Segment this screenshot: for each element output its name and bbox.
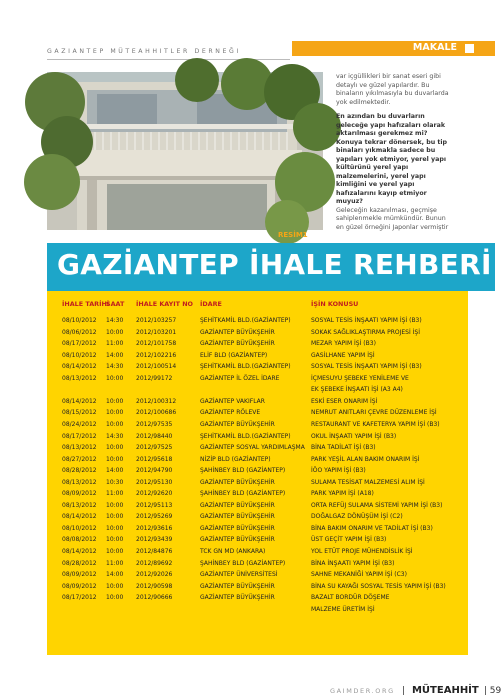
table-cell: BİNA BAKIM ONARIM VE TADİLAT İŞİ (B3) [311,524,433,532]
article-question: En azından bu duvarların geleceğe yapı hafızaları olarak aktarılması gerekmez mi? [336,113,446,137]
table-cell: 10:00 [106,513,124,521]
table-cell: 08/13/2012 [62,444,97,452]
table-cell: EK ŞEBEKE İNŞAATI İŞİ (A3 A4) [311,386,403,394]
table-cell: 2012/100312 [136,397,177,405]
footer-separator: | [401,686,405,696]
table-cell: 08/14/2012 [62,513,97,521]
table-row [0,571,495,582]
table-cell: 2012/98440 [136,432,173,440]
table-row [0,606,495,617]
table-cell: 11:00 [106,559,124,567]
table-cell: 08/14/2012 [62,363,97,371]
table-row [0,421,495,432]
table-cell: İÇMESUYU ŞEBEKE YENİLEME VE [311,374,409,382]
table-cell: GAZİANTEP BÜYÜKŞEHİR [200,536,275,544]
table-cell: GAZİANTEP BÜYÜKŞEHİR [200,524,275,532]
table-row [0,502,495,513]
table-cell: 08/09/2012 [62,571,97,579]
table-cell: 2012/102216 [136,351,177,359]
table-cell: 08/10/2012 [62,524,97,532]
association-header: GAZIANTEP MÜTEAHHITLER DERNEĞI [47,48,241,55]
table-row [0,479,495,490]
photo-caption: RESİM1 [278,231,308,239]
footer [330,678,501,697]
table-cell: 10:00 [106,594,124,602]
building-illustration [47,72,323,230]
table-cell: NEMRUT ANITLARI ÇEVRE DÜZENLEME İŞİ [311,409,437,417]
table-cell: 10:00 [106,536,124,544]
table-cell: GAZİANTEP BÜYÜKŞEHİR [200,478,275,486]
column-header-subject: İŞİN KONUSU [311,300,359,308]
page-title: GAZİANTEP İHALE REHBERİ [57,248,492,281]
table-cell: 2012/89692 [136,559,173,567]
table-cell: 11:00 [106,490,124,498]
table-cell: 08/06/2012 [62,328,97,336]
table-cell: 10:00 [106,582,124,590]
table-cell: 2012/95618 [136,455,173,463]
table-cell: 2012/97525 [136,444,173,452]
table-cell: 2012/94790 [136,467,173,475]
table-cell: 2012/84876 [136,548,173,555]
table-cell: ÜST GEÇİT YAPIM İŞİ (B3) [311,536,387,544]
article-paragraph: var içgüllikleri bir sanat eseri gibi detaylı ve güzel yapılardır. Bu binaların yıkılmasıyla bu duvarlarda yok edilmektedir. [336,73,449,106]
table-cell: SOSYAL TESİS İNŞAATI YAPIM İŞİ (B3) [311,317,422,324]
table-cell: 08/10/2012 [62,351,97,359]
table-row [0,340,495,351]
table-cell: NİZİP BLD (GAZİANTEP) [200,455,271,463]
table-row [0,525,495,536]
table-cell: ŞEHİTKAMİL BLD.(GAZİANTEP) [200,363,291,371]
table-cell: BİNA TADİLAT İŞİ (B3) [311,444,376,452]
table-cell: TCK GN MD (ANKARA) [200,548,266,555]
table-cell: SULAMA TESİSAT MALZEMESİ ALIM İŞİ [311,478,425,486]
table-cell: 2012/100514 [136,363,177,371]
table-cell: SAHNE MEKANİĞİ YAPIM İŞİ (C3) [311,571,407,579]
table-cell: 08/17/2012 [62,432,97,440]
table-cell: 14:00 [106,351,124,359]
table-cell: ŞAHİNBEY BLD (GAZİANTEP) [200,467,286,475]
table-row [0,594,495,605]
table-cell: 2012/92620 [136,490,173,498]
table-cell: 2012/95269 [136,513,173,521]
square-icon [465,44,474,53]
column-header-date: İHALE TARİHİ [62,300,110,308]
table-cell: BİNA İNŞAATI YAPIM İŞİ (B3) [311,559,395,567]
table-cell: 2012/92026 [136,571,173,579]
table-cell: 08/28/2012 [62,467,97,475]
table-cell: GAZİANTEP İL ÖZEL İDARE [200,374,280,382]
table-cell: GAZİANTEP BÜYÜKŞEHİR [200,328,275,336]
table-cell: PARK YEŞİL ALAN BAKIM ONARIM İŞİ [311,455,420,463]
table-cell: ELİF BLD (GAZİANTEP) [200,351,268,359]
table-cell: OKUL İNŞAATI YAPIM İŞİ (B3) [311,432,397,440]
table-cell: DOĞALGAZ DÖNÜŞÜM İŞİ (C2) [311,513,403,521]
table-cell: 2012/90598 [136,582,173,590]
table-row [0,433,495,444]
table-cell: 08/14/2012 [62,548,97,555]
table-cell: 10:30 [106,478,124,486]
table-cell: ŞEHİTKAMİL BLD.(GAZİANTEP) [200,317,291,324]
table-cell: 08/09/2012 [62,582,97,590]
table-cell: 10:00 [106,455,124,463]
table-cell: 10:00 [106,374,124,382]
table-cell: 2012/97535 [136,420,173,428]
article-paragraph: Geleceğin kazanılması, geçmişe sahiplenmekle mümkündür. Bunun en güzel örneğini Japonlar vermiştir [336,206,449,231]
table-cell: 14:30 [106,432,124,440]
table-cell: GAZİANTEP BÜYÜKŞEHİR [200,340,275,348]
building-photo [47,72,323,230]
table-cell: GASİLHANE YAPIM İŞİ [311,351,375,359]
table-cell: SOSYAL TESİS İNŞAATI YAPIM İŞİ (B3) [311,363,422,371]
table-row [0,548,495,559]
table-cell: 10:00 [106,420,124,428]
table-cell: ŞAHİNBEY BLD (GAZİANTEP) [200,559,286,567]
table-row [0,513,495,524]
table-cell: 14:00 [106,467,124,475]
table-cell: 08/27/2012 [62,455,97,463]
table-cell: 2012/101758 [136,340,177,348]
table-cell: 08/08/2012 [62,536,97,544]
table-cell: 14:30 [106,363,124,371]
table-cell: 2012/90666 [136,594,173,602]
section-tab [292,41,495,56]
table-cell: GAZİANTEP BÜYÜKŞEHİR [200,513,275,521]
title-banner [47,243,495,291]
table-row [0,352,495,363]
table-row [0,329,495,340]
table-cell: 10:00 [106,524,124,532]
table-cell: 08/13/2012 [62,501,97,509]
column-header-admin: İDARE [200,300,222,308]
table-cell: GAZİANTEP ÜNİVERSİTESİ [200,571,278,579]
footer-site: GAIMDER.ORG [330,687,395,695]
table-cell: 08/17/2012 [62,340,97,348]
table-cell: 2012/95113 [136,501,173,509]
table-cell: ORTA REFÜJ SULAMA SİSTEMİ YAPIM İŞİ (B3) [311,501,443,509]
table-cell: 10:00 [106,328,124,336]
table-cell: YOL ETÜT PROJE MÜHENDİSLİK İŞİ [311,548,413,555]
table-row [0,317,495,328]
table-row [0,386,495,397]
table-cell: 14:00 [106,571,124,579]
table-cell: 10:00 [106,548,124,555]
table-cell: BAZALT BORDÜR DÖŞEME [311,594,390,602]
table-row [0,409,495,420]
table-cell: 2012/99172 [136,374,173,382]
table-cell: 08/13/2012 [62,478,97,486]
table-row [0,490,495,501]
table-row [0,456,495,467]
table-cell: GAZİANTEP SOSYAL YARDIMLAŞMA [200,444,305,452]
table-row [0,363,495,374]
table-cell: 08/28/2012 [62,559,97,567]
table-row [0,467,495,478]
table-cell: SOKAK SAĞLIKLAŞTIRMA PROJESİ İŞİ [311,328,421,336]
table-cell: 2012/103257 [136,317,177,324]
table-row [0,583,495,594]
table-cell: GAZİANTEP BÜYÜKŞEHİR [200,501,275,509]
table-cell: BİNA SU KAYAĞI SOSYAL TESİS YAPIM İŞİ (B3) [311,582,446,590]
table-cell: 2012/93439 [136,536,173,544]
table-cell: PARK YAPIM İŞİ (A18) [311,490,374,498]
article-column [336,73,454,238]
table-cell: 2012/100686 [136,409,177,417]
table-cell: İÖO YAPIM İŞİ (B3) [311,467,366,475]
table-row [0,444,495,455]
table-cell: GAZİANTEP BÜYÜKŞEHİR [200,594,275,602]
table-cell: 08/24/2012 [62,420,97,428]
table-cell: 2012/103201 [136,328,177,336]
table-cell: MEZAR YAPIM İŞİ (B3) [311,340,376,348]
table-row [0,398,495,409]
table-cell: 08/09/2012 [62,490,97,498]
page-number: | 59 [483,686,501,696]
table-cell: RESTAURANT VE KAFETERYA YAPIM İŞİ (B3) [311,420,440,428]
table-row [0,536,495,547]
table-cell: 10:00 [106,397,124,405]
table-cell: ŞEHİTKAMİL BLD.(GAZİANTEP) [200,432,291,440]
table-cell: GAZİANTEP RÖLEVE [200,409,261,417]
table-cell: 2012/93616 [136,524,173,532]
table-cell: GAZİANTEP VAKIFLAR [200,397,265,405]
table-cell: GAZİANTEP BÜYÜKŞEHİR [200,582,275,590]
table-cell: ŞAHİNBEY BLD (GAZİANTEP) [200,490,286,498]
table-row [0,375,495,386]
section-label: MAKALE [412,42,457,53]
table-cell: 11:00 [106,340,124,348]
table-cell: 08/17/2012 [62,594,97,602]
column-header-record: İHALE KAYIT NO [136,300,193,308]
table-cell: 08/13/2012 [62,374,97,382]
table-cell: 14:30 [106,317,124,324]
table-row [0,560,495,571]
table-cell: 08/14/2012 [62,397,97,405]
table-cell: 2012/95130 [136,478,173,486]
column-header-time: SAAT [106,300,125,308]
table-cell: 10:00 [106,409,124,417]
table-cell: 08/10/2012 [62,317,97,324]
table-cell: MALZEME ÜRETİM İŞİ [311,605,375,613]
table-cell: 10:00 [106,444,124,452]
article-question: Konuya tekrar dönersek, bu tip binaları yıkmakla sadece bu yapıları yok etmiyor, yerel yapı kültürünü yerel yapı malzemelerini, yerel yapı kimliğini ve yerel yapı hafızalarını kayıp etmiyor muyuz? [336,138,448,205]
footer-brand: MÜTEAHHİT [411,685,479,696]
table-cell: 08/15/2012 [62,409,97,417]
table-cell: ESKİ ESER ONARIM İŞİ [311,397,378,405]
table-cell: 10:00 [106,501,124,509]
table-cell: GAZİANTEP BÜYÜKŞEHİR [200,420,275,428]
